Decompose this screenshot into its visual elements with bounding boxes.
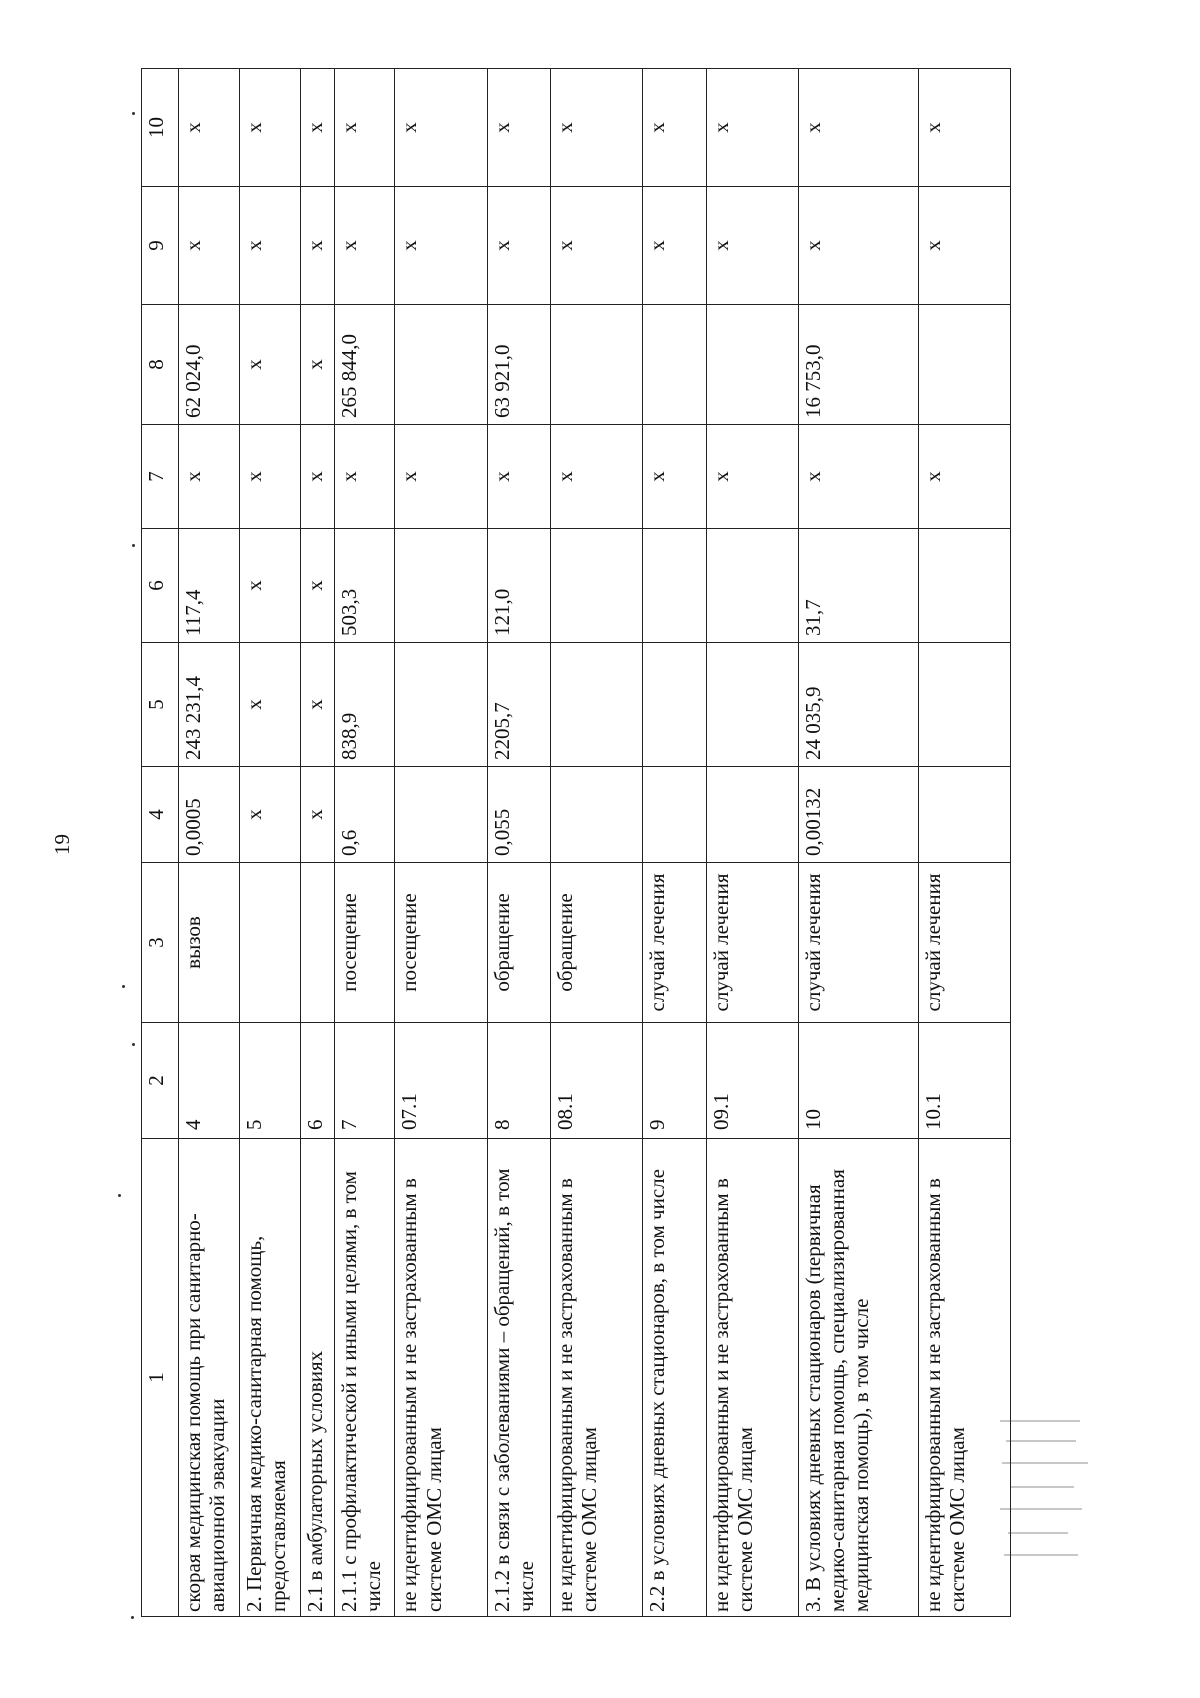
header-cell: 6 <box>142 529 179 643</box>
row-code: 08.1 <box>551 1023 643 1139</box>
cell-col4: х <box>239 767 300 863</box>
row-unit: случай лечения <box>643 863 706 1023</box>
row-unit <box>300 863 334 1023</box>
cell-col10: х <box>799 69 919 187</box>
cell-col4: 0,055 <box>487 767 550 863</box>
data-table <box>141 68 1011 1617</box>
cell-col8 <box>643 305 706 425</box>
cell-col9: х <box>395 187 487 305</box>
cell-col4: х <box>300 767 334 863</box>
table-row <box>551 69 643 1617</box>
cell-col4: 0,0005 <box>179 767 240 863</box>
cell-col6: 31,7 <box>799 529 919 643</box>
row-label: 3. В условиях дневных стационаров (первичная медико-санитарная помощь, специализированная медицинская помощь), в том числе <box>799 1139 919 1617</box>
cell-col6: 117,4 <box>179 529 240 643</box>
row-code: 09.1 <box>706 1023 798 1139</box>
cell-col10: х <box>334 69 395 187</box>
cell-col9: х <box>239 187 300 305</box>
cell-col8: 62 024,0 <box>179 305 240 425</box>
cell-col5 <box>643 643 706 767</box>
row-unit: обращение <box>487 863 550 1023</box>
header-row <box>142 69 179 1617</box>
header-cell: 8 <box>142 305 179 425</box>
row-code: 10.1 <box>918 1023 1011 1139</box>
cell-col10: х <box>487 69 550 187</box>
cell-col4: 0,00132 <box>799 767 919 863</box>
cell-col6: 503,3 <box>334 529 395 643</box>
table-row <box>334 69 395 1617</box>
row-label: не идентифицированным и не застрахованным в системе ОМС лицам <box>395 1139 487 1617</box>
row-code: 5 <box>239 1023 300 1139</box>
cell-col10: х <box>551 69 643 187</box>
header-cell: 1 <box>142 1139 179 1617</box>
row-unit <box>239 863 300 1023</box>
cell-col10: х <box>179 69 240 187</box>
cell-col10: х <box>643 69 706 187</box>
row-label: 2. Первичная медико-санитарная помощь, предоставляемая <box>239 1139 300 1617</box>
cell-col8: 16 753,0 <box>799 305 919 425</box>
cell-col7: х <box>918 425 1011 529</box>
table-row <box>239 69 300 1617</box>
row-unit: вызов <box>179 863 240 1023</box>
row-label: 2.1.1 с профилактической и иными целями, в том числе <box>334 1139 395 1617</box>
rotated-table-container <box>141 69 1011 1617</box>
row-label: не идентифицированным и не застрахованным в системе ОМС лицам <box>918 1139 1011 1617</box>
cell-col4 <box>706 767 798 863</box>
cell-col6 <box>918 529 1011 643</box>
cell-col7: х <box>334 425 395 529</box>
scan-speck <box>132 544 135 547</box>
table-row <box>918 69 1011 1617</box>
row-label: не идентифицированным и не застрахованным в системе ОМС лицам <box>551 1139 643 1617</box>
row-unit: посещение <box>395 863 487 1023</box>
cell-col8 <box>395 305 487 425</box>
cell-col5 <box>551 643 643 767</box>
cell-col5: 838,9 <box>334 643 395 767</box>
cell-col7: х <box>239 425 300 529</box>
cell-col9: х <box>487 187 550 305</box>
header-cell: 4 <box>142 767 179 863</box>
cell-col7: х <box>487 425 550 529</box>
header-cell: 5 <box>142 643 179 767</box>
table-row <box>706 69 798 1617</box>
header-cell: 9 <box>142 187 179 305</box>
cell-col6: 121,0 <box>487 529 550 643</box>
row-code: 9 <box>643 1023 706 1139</box>
cell-col10: х <box>706 69 798 187</box>
cell-col10: х <box>395 69 487 187</box>
cell-col8: 63 921,0 <box>487 305 550 425</box>
cell-col4 <box>551 767 643 863</box>
table-row <box>300 69 334 1617</box>
cell-col5: 24 035,9 <box>799 643 919 767</box>
cell-col4 <box>918 767 1011 863</box>
row-unit: случай лечения <box>799 863 919 1023</box>
table-row <box>395 69 487 1617</box>
scan-speck <box>132 1043 135 1046</box>
row-code: 6 <box>300 1023 334 1139</box>
cell-col6 <box>643 529 706 643</box>
cell-col10: х <box>239 69 300 187</box>
scan-speck <box>132 112 135 115</box>
table-row <box>487 69 550 1617</box>
cell-col9: х <box>179 187 240 305</box>
row-code: 7 <box>334 1023 395 1139</box>
row-label: 2.2 в условиях дневных стационаров, в том числе <box>643 1139 706 1617</box>
cell-col10: х <box>918 69 1011 187</box>
cell-col6: х <box>239 529 300 643</box>
cell-col9: х <box>300 187 334 305</box>
row-label: 2.1.2 в связи с заболеваниями – обращений, в том числе <box>487 1139 550 1617</box>
cell-col8 <box>706 305 798 425</box>
cell-col8 <box>918 305 1011 425</box>
header-cell: 3 <box>142 863 179 1023</box>
table-row <box>643 69 706 1617</box>
row-unit: обращение <box>551 863 643 1023</box>
cell-col5 <box>918 643 1011 767</box>
cell-col10: х <box>300 69 334 187</box>
table-row <box>799 69 919 1617</box>
cell-col6 <box>395 529 487 643</box>
cell-col9: х <box>918 187 1011 305</box>
cell-col9: х <box>334 187 395 305</box>
row-unit: случай лечения <box>706 863 798 1023</box>
cell-col8: х <box>300 305 334 425</box>
row-code: 8 <box>487 1023 550 1139</box>
cell-col5: 2205,7 <box>487 643 550 767</box>
cell-col6 <box>706 529 798 643</box>
table-row <box>179 69 240 1617</box>
cell-col5: х <box>239 643 300 767</box>
cell-col4 <box>395 767 487 863</box>
row-code: 10 <box>799 1023 919 1139</box>
cell-col4 <box>643 767 706 863</box>
row-unit: случай лечения <box>918 863 1011 1023</box>
faint-stamp <box>1000 1410 1095 1570</box>
cell-col7: х <box>643 425 706 529</box>
scan-speck <box>122 985 125 988</box>
cell-col9: х <box>551 187 643 305</box>
row-code: 4 <box>179 1023 240 1139</box>
cell-col8: х <box>239 305 300 425</box>
cell-col9: х <box>643 187 706 305</box>
cell-col5 <box>395 643 487 767</box>
row-label: не идентифицированным и не застрахованным в системе ОМС лицам <box>706 1139 798 1617</box>
cell-col8 <box>551 305 643 425</box>
page-number: 19 <box>50 834 74 855</box>
cell-col5: 243 231,4 <box>179 643 240 767</box>
cell-col5 <box>706 643 798 767</box>
header-cell: 7 <box>142 425 179 529</box>
row-label: 2.1 в амбулаторных условиях <box>300 1139 334 1617</box>
row-label: скорая медицинская помощь при санитарно-авиационной эвакуации <box>179 1139 240 1617</box>
cell-col7: х <box>179 425 240 529</box>
scan-speck <box>118 1194 121 1197</box>
cell-col5: х <box>300 643 334 767</box>
cell-col4: 0,6 <box>334 767 395 863</box>
cell-col6 <box>551 529 643 643</box>
cell-col7: х <box>300 425 334 529</box>
cell-col7: х <box>395 425 487 529</box>
scan-speck <box>131 1616 134 1619</box>
header-cell: 2 <box>142 1023 179 1139</box>
header-cell: 10 <box>142 69 179 187</box>
cell-col8: 265 844,0 <box>334 305 395 425</box>
cell-col7: х <box>551 425 643 529</box>
cell-col7: х <box>799 425 919 529</box>
row-unit: посещение <box>334 863 395 1023</box>
cell-col9: х <box>799 187 919 305</box>
cell-col6: х <box>300 529 334 643</box>
cell-col9: х <box>706 187 798 305</box>
cell-col7: х <box>706 425 798 529</box>
row-code: 07.1 <box>395 1023 487 1139</box>
